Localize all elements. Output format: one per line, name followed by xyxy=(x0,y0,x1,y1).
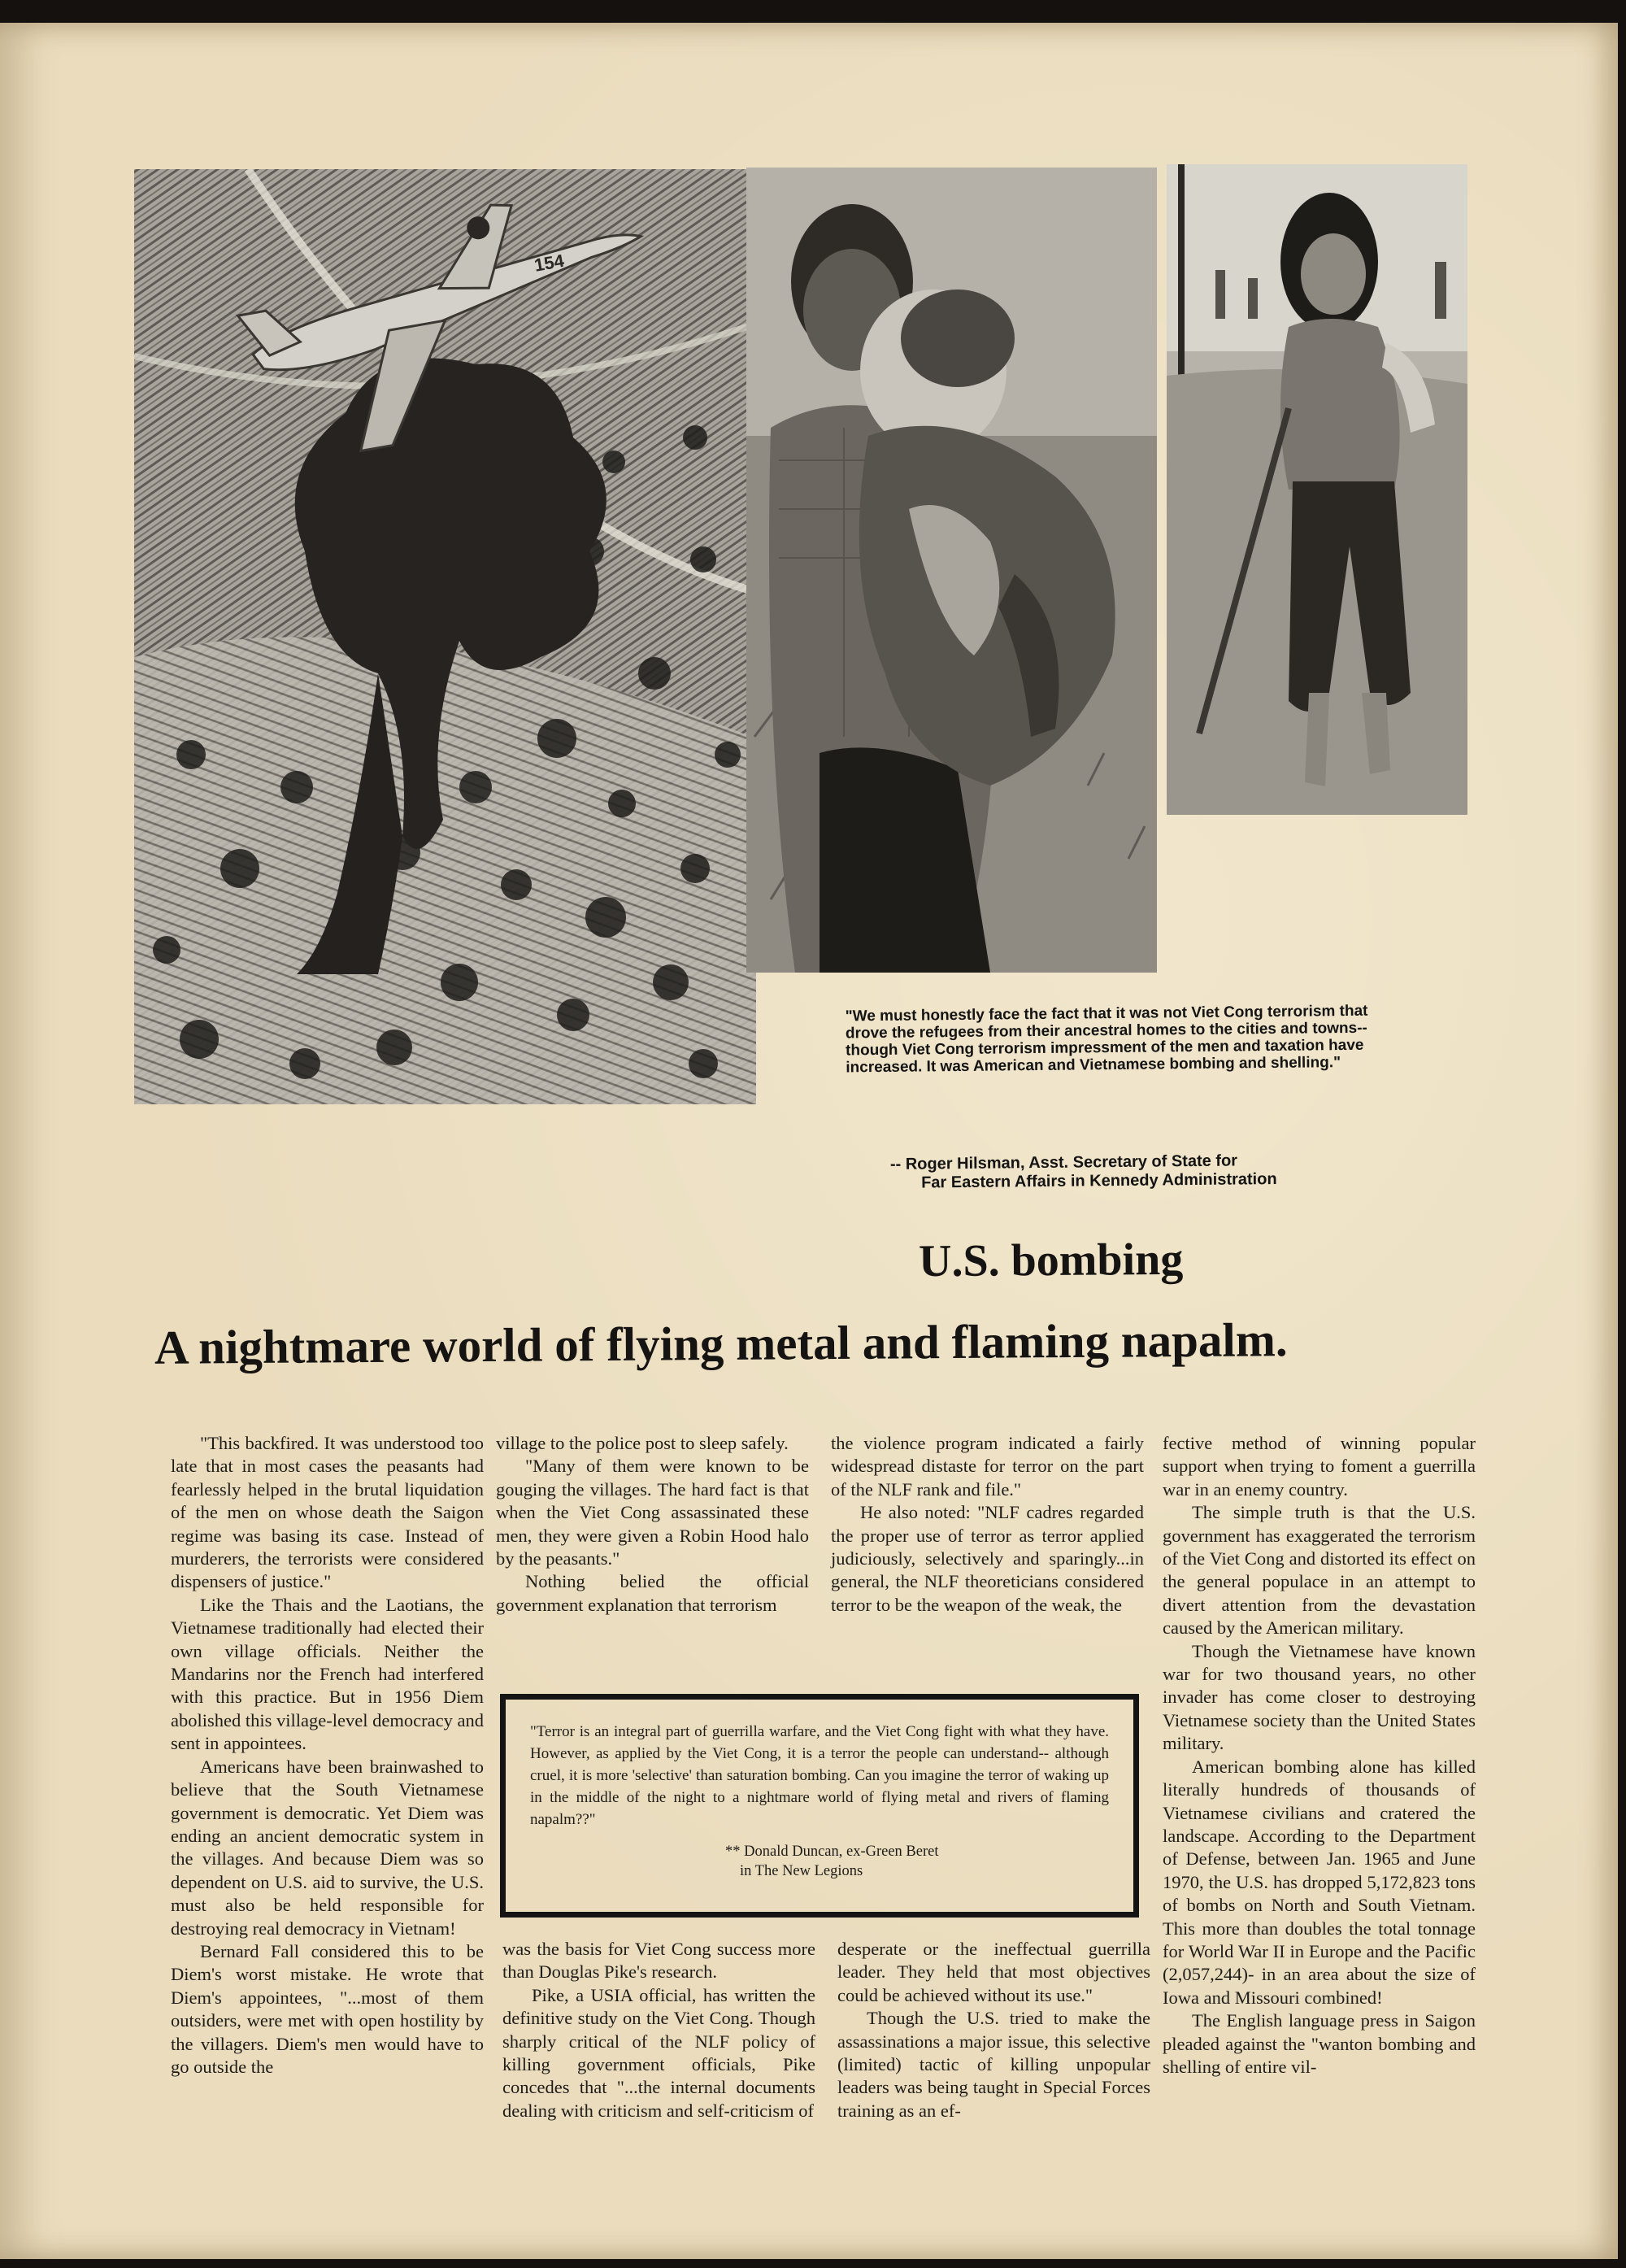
attribution-line1: ** Donald Duncan, ex-Green Beret xyxy=(725,1844,939,1860)
paragraph: Though the Vietnamese have known war for two thousand years, no other invader has come closer to destroying Vietnamese society than the United States military. xyxy=(1163,1640,1476,1754)
plane-marking: 154 xyxy=(533,250,566,276)
article-column-2-bottom xyxy=(502,1938,815,2122)
caption-source-line2: Far Eastern Affairs in Kennedy Administration xyxy=(921,1169,1277,1192)
paragraph: was the basis for Viet Cong success more than Douglas Pike's research. xyxy=(502,1939,815,1983)
photo-caption-quote: "We must honestly face the fact that it was not Viet Cong terrorism that drove the refugees from their ancestral homes to the cities and towns-- though Viet Cong terrorism impressment of the men and taxation have increased. It was American and Vietnamese bombing and shelling." xyxy=(845,1002,1368,1077)
paragraph: The simple truth is that the U.S. government has exaggerated the terrorism of the Viet Cong and distorted its effect on the general populace in an attempt to divert attention from the devastation caused by the American military. xyxy=(1163,1502,1476,1639)
paragraph: Like the Thais and the Laotians, the Vietnamese traditionally had elected their own village officials. Neither the Mandarins nor the French had interfered with this practice. But in 1956 Diem abolished this village-level democracy and sent in appointees. xyxy=(171,1594,484,1754)
article-column-3-top xyxy=(831,1432,1144,1617)
paragraph: Bernard Fall considered this to be Diem's worst mistake. He wrote that Diem's appointees, "...most of them outsiders, were met with open hostility by the villagers. Diem's men would have to go outside the xyxy=(171,1940,484,2077)
photo-crying-girl-with-stick xyxy=(1167,164,1467,815)
attribution-line2: in The New Legions xyxy=(740,1863,863,1879)
pull-quote-text: "Terror is an integral part of guerrilla warfare, and the Viet Cong fight with what they have. However, as applied by the Viet Cong, it is a terror the people can understand-- although cruel, it is more 'selective' than saturation bombing. Can you imagine the terror of waking up in the middle of the night to a nightmare world of flying metal and rivers of flaming napalm??" xyxy=(530,1723,1109,1828)
paragraph: The English language press in Saigon pleaded against the "wanton bombing and shelling of entire vil- xyxy=(1163,2010,1476,2077)
photo-caption-source xyxy=(890,1151,1346,1193)
article-column-2-top xyxy=(496,1432,809,1617)
section-kicker: U.S. bombing xyxy=(918,1234,1184,1287)
paragraph: village to the police post to sleep safely. xyxy=(496,1433,789,1453)
paragraph: Americans have been brainwashed to believe that the South Vietnamese government is democratic. Yet Diem was ending an ancient democratic system in the villages. And because Diem was so dependent on U.S. aid to survive, the U.S. must also be held responsible for destroying real democracy in Vietnam! xyxy=(171,1756,484,1939)
paragraph: Pike, a USIA official, has written the definitive study on the Viet Cong. Though sharply critical of the NLF policy of killing government officials, Pike concedes that "...the internal documents dealing with criticism and self-criticism of xyxy=(502,1984,815,2121)
paragraph: fective method of winning popular support when trying to foment a guerrilla war in an enemy country. xyxy=(1163,1433,1476,1500)
paragraph: He also noted: "NLF cadres regarded the proper use of terror as terror applied judiciously, selectively and sparingly...in general, the NLF theoreticians considered terror to be the weapon of the weak, the xyxy=(831,1502,1144,1615)
article-column-1 xyxy=(171,1432,484,2079)
caption-source-line1: -- Roger Hilsman, Asst. Secretary of State for xyxy=(889,1151,1238,1173)
pull-quote-attribution xyxy=(530,1842,1109,1881)
paragraph: the violence program indicated a fairly widespread distaste for terror on the part of the NLF rank and file." xyxy=(831,1433,1144,1500)
article-headline: A nightmare world of flying metal and flaming napalm. xyxy=(154,1312,1288,1374)
paragraph: American bombing alone has killed literally hundreds of thousands of Vietnamese civilians and cratered the landscape. According to the Department of Defense, between Jan. 1965 and June 1970, the U.S. has dropped 5,172,823 tons of bombs on North and South Vietnam. This more than doubles the total tonnage for World War II in Europe and the Pacific (2,057,244)- in an area about the size of Iowa and Missouri combined! xyxy=(1163,1756,1476,2008)
pull-quote-box xyxy=(500,1694,1139,1918)
newspaper-page xyxy=(0,23,1618,2259)
paragraph: Though the U.S. tried to make the assassinations a major issue, this selective (limited) tactic of killing unpopular leaders was being taught in Special Forces training as an ef- xyxy=(837,2008,1150,2121)
article-column-4 xyxy=(1163,1432,1476,2079)
paragraph: desperate or the ineffectual guerrilla leader. They held that most objectives could be achieved without its use." xyxy=(837,1939,1150,2005)
paragraph: "This backfired. It was understood too late that in most cases the peasants had fearlessly helped in the brutal liquidation of the men on whose death the Saigon regime was basing its case. Instead of murderers, the terrorists were considered dispensers of justice." xyxy=(171,1433,484,1592)
photo-man-carrying-injured-child xyxy=(746,168,1157,973)
paragraph: Nothing belied the official government explanation that terrorism xyxy=(496,1571,809,1615)
photo-bomber-over-cratered-fields xyxy=(134,169,756,1104)
paragraph: "Many of them were known to be gouging the villages. The hard fact is that when the Viet Cong assassinated these men, they were given a Robin Hood halo by the peasants." xyxy=(496,1456,809,1569)
article-column-3-bottom xyxy=(837,1938,1150,2122)
